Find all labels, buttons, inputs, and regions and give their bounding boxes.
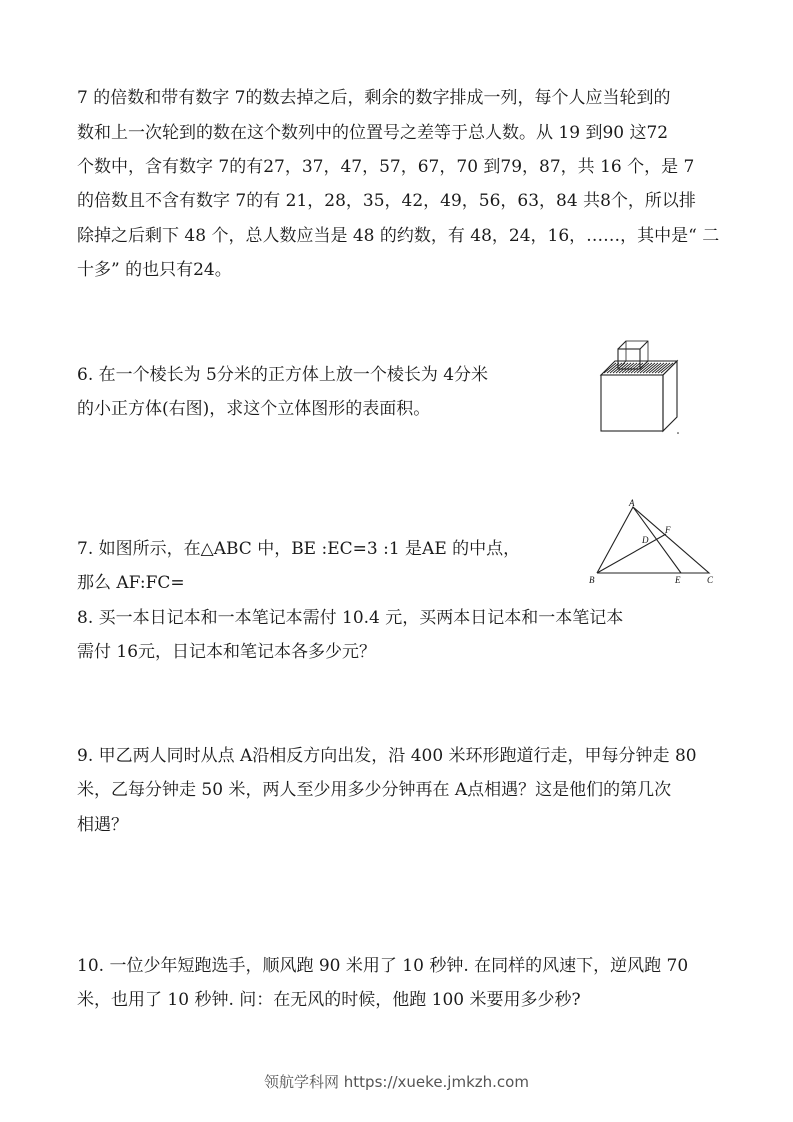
q10-line-2: 米，也用了 10 秒钟. 问：在无风的时候，他跑 100 米要用多少秒? xyxy=(77,990,581,1010)
intro-line-6: 十多” 的也只有24。 xyxy=(77,260,232,280)
label-c: C xyxy=(707,575,714,585)
intro-line-1: 7 的倍数和带有数字 7的数去掉之后，剩余的数字排成一列，每个人应当轮到的 xyxy=(77,88,671,108)
intro-line-4: 的倍数且不含有数字 7的有 21，28，35，42，49，56，63，84 共8个，所以排 xyxy=(77,191,696,211)
triangle-abc-figure xyxy=(585,496,720,588)
intro-line-5: 除掉之后剩下 48 个，总人数应当是 48 的约数，有 48，24，16，……，其中是“ 二 xyxy=(77,226,720,246)
q7-line-2: 那么 AF:FC= xyxy=(77,573,185,593)
q9-line-2: 米，乙每分钟走 50 米，两人至少用多少分钟再在 A点相遇？这是他们的第几次 xyxy=(77,780,672,800)
q9-line-3: 相遇？ xyxy=(77,815,128,835)
q10-line-1: 10. 一位少年短跑选手，顺风跑 90 米用了 10 秒钟. 在同样的风速下，逆风跑 70 xyxy=(77,956,689,976)
q6-line-1: 6. 在一个棱长为 5分米的正方体上放一个棱长为 4分米 xyxy=(77,365,489,385)
label-d: D xyxy=(642,535,649,545)
q8-line-2: 需付 16元，日记本和笔记本各多少元？ xyxy=(77,642,377,662)
intro-line-2: 数和上一次轮到的数在这个数列中的位置号之差等于总人数。从 19 到90 这72 xyxy=(77,123,669,143)
label-e: E xyxy=(675,575,681,585)
label-a: A xyxy=(629,498,635,508)
q7-line-1: 7. 如图所示，在△ABC 中，BE :EC=3 :1 是AE 的中点， xyxy=(77,539,521,559)
q9-line-1: 9. 甲乙两人同时从点 A沿相反方向出发，沿 400 米环形跑道行走，甲每分钟走 80 xyxy=(77,746,697,766)
stacked-cubes-figure xyxy=(596,335,696,440)
footer-watermark: 领航学科网 https://xueke.jmkzh.com xyxy=(264,1073,529,1091)
intro-line-3: 个数中，含有数字 7的有27，37，47，57，67，70 到79，87，共 16 个，是 7 xyxy=(77,157,695,177)
label-f: F xyxy=(665,525,671,535)
q8-line-1: 8. 买一本日记本和一本笔记本需付 10.4 元，买两本日记本和一本笔记本 xyxy=(77,608,624,628)
q6-line-2: 的小正方体(右图)，求这个立体图形的表面积。 xyxy=(77,399,431,419)
label-b: B xyxy=(589,575,595,585)
